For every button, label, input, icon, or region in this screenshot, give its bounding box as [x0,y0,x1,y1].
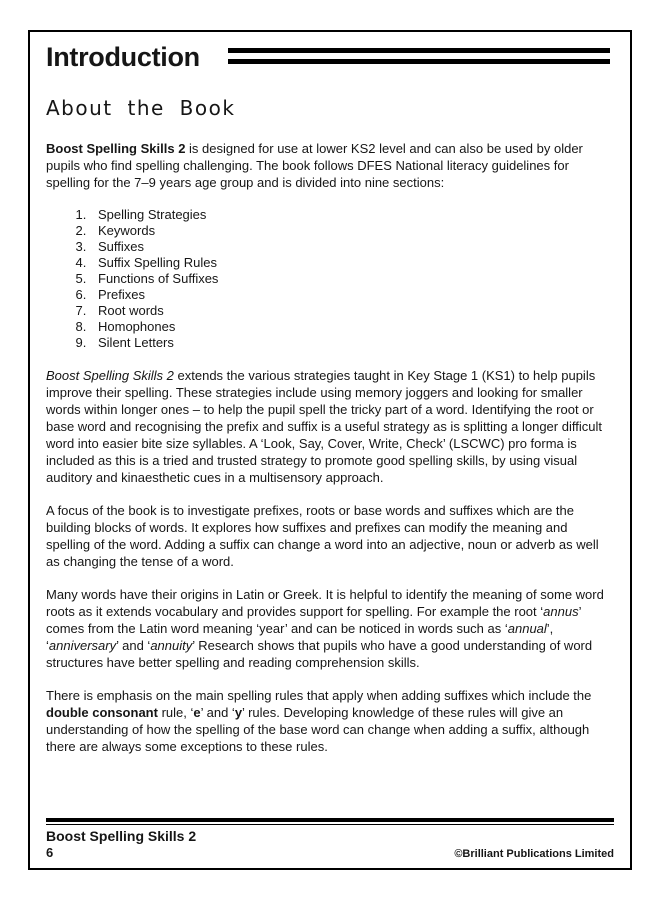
text-segment: annus [543,604,579,619]
footer-row [46,845,614,862]
body-text [46,140,608,755]
list-item: 4. Suffix Spelling Rules [90,255,608,271]
list-item: 5. Functions of Suffixes [90,271,608,287]
text-segment: e [193,705,201,720]
footer-publisher: ©Brilliant Publications Limited [454,848,614,860]
text-segment: There is emphasis on the main spelling rules that apply when adding suffixes which include the [46,688,592,703]
footer-page-number: 6 [46,845,54,860]
paragraph-latin-roots [46,586,608,671]
text-segment: ’ Research shows that pupils who have a good understanding of word structures have better spelling and reading comprehension skills. [46,638,593,670]
text-segment: ’, ‘ [46,621,554,653]
text-segment: extends the various strategies taught in Key Stage 1 (KS1) to help pupils improve their spelling. These strategies include using memory joggers and looking for smaller words within longer ones – to help the pupil spell the tricky part of a word. Identifying the root or base word and recognising the prefix and suffix is a useful strategy as is splitting a longer difficult word into easier bite size syllables. A ‘Look, Say, Cover, Write, Check’ (LSCWC) pro forma is included as this is a tried and trusted strategy to promote good spelling skills, by using visual auditory and kinaesthetic cues in a multisensory approach. [46,368,602,485]
footer-rule-thin [46,824,614,825]
text-segment: y [234,705,243,720]
paragraph-strategies [46,367,608,486]
paragraph-intro [46,140,608,191]
list-item: 3. Suffixes [90,239,608,255]
list-item: 1. Spelling Strategies [90,207,608,223]
text-segment: double consonant [46,705,158,720]
list-item: 6. Prefixes [90,287,608,303]
text-segment: annuity [150,638,193,653]
page-border [28,30,632,870]
text-segment: ’ and ‘ [116,638,151,653]
list-item: 9. Silent Letters [90,335,608,351]
page-title: Introduction [46,42,200,72]
list-item: 8. Homophones [90,319,608,335]
text-segment: rule, ‘ [157,705,194,720]
text-segment: Boost Spelling Skills 2 [46,141,186,156]
text-segment: A focus of the book is to investigate prefixes, roots or base words and suffixes which are the building blocks of words. It explores how suffixes and prefixes can modify the meaning and spelling of the word. Adding a suffix can change a word into an adjective, noun or adverb as well as changing the tense of a word. [46,503,599,569]
paragraph-focus [46,502,608,570]
text-segment: annual [507,621,547,636]
text-segment: ’ rules. Developing knowledge of these rules will give an understanding of how the spelling of the base word can change when adding a suffix, although there are always some exceptions to these rules. [46,705,590,754]
list-item: 2. Keywords [90,223,608,239]
text-segment: is designed for use at lower KS2 level and can also be used by older pupils who find spelling challenging. The book follows DFES National literacy guidelines for spelling for the 7–9 years age group and is divided into nine sections: [46,141,583,190]
text-segment: anniversary [48,638,117,653]
text-segment: ’ comes from the Latin word meaning ‘year’ and can be noticed in words such as ‘ [46,604,581,636]
text-segment: Boost Spelling Skills 2 [46,368,174,383]
title-rule-bottom [228,59,610,64]
list-item: 7. Root words [90,303,608,319]
footer-rule-thick [46,818,614,822]
text-segment: Many words have their origins in Latin or Greek. It is helpful to identify the meaning of some word roots as it extends vocabulary and provides support for spelling. For example the root ‘ [46,587,604,619]
title-rules [228,42,610,64]
page-header [46,42,614,72]
book-sections-list [46,207,608,351]
footer-book-title: Boost Spelling Skills 2 [46,828,197,844]
section-heading: About the Book [46,96,236,120]
paragraph-spelling-rules [46,687,608,755]
page-footer [46,818,614,862]
title-rule-top [228,48,610,53]
text-segment: ’ and ‘ [200,705,235,720]
